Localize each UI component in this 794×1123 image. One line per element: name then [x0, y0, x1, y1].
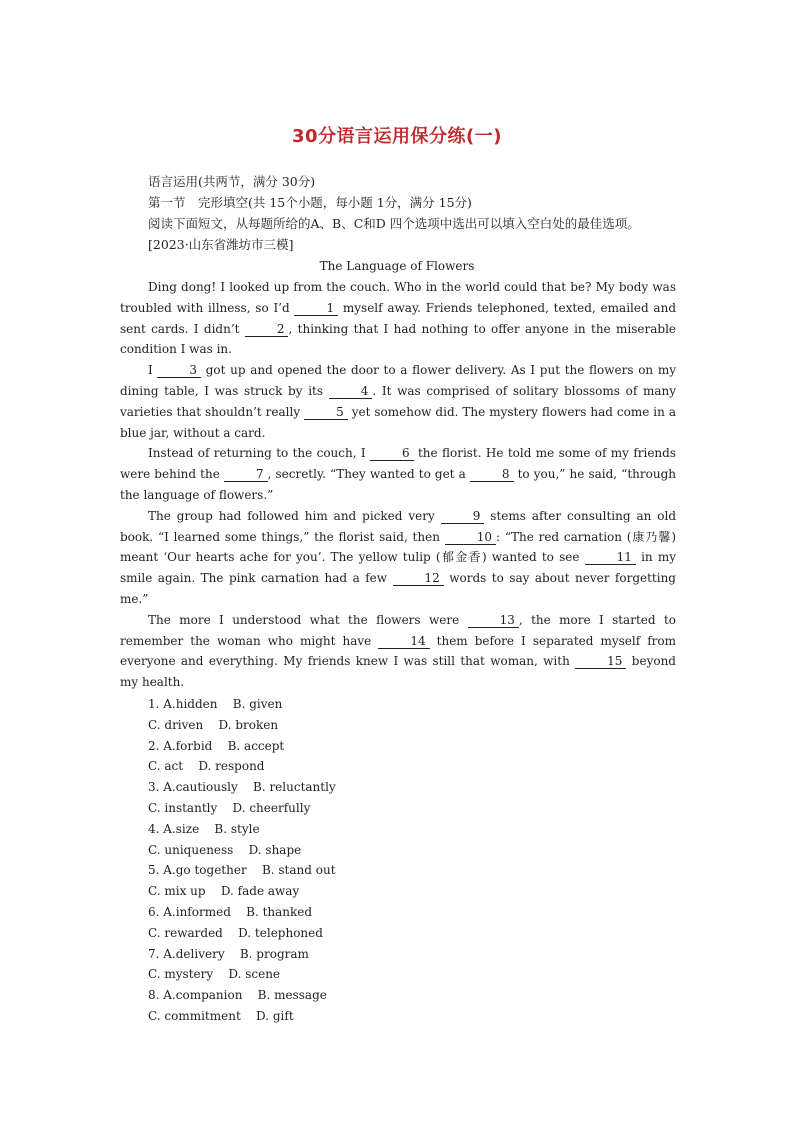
paragraph-2 — [120, 360, 676, 443]
blank-14: 14 — [378, 634, 429, 649]
option-line: C. mystery D. scene — [148, 967, 281, 982]
blank-3: 3 — [157, 363, 201, 378]
option-line: 8. A.companion B. message — [148, 988, 327, 1003]
text: in my smile again. The pink carnation had a few — [120, 550, 676, 586]
text: beyond my health. — [120, 654, 676, 690]
text: got up and opened the door to a flower delivery. As I put the flowers on my dining table, I was struck by its — [120, 363, 676, 398]
text: words to say about never forgetting me.” — [120, 571, 676, 606]
text: myself away. Friends telephoned, texted, emailed and sent cards. I didn’t — [120, 300, 676, 336]
section-heading: 语言运用(共两节，满分 30分) — [148, 174, 316, 189]
blank-8: 8 — [470, 467, 514, 482]
blank-10: 10 — [445, 530, 496, 545]
text: yet somehow did. The mystery flowers had come in a blue jar, without a card. — [120, 404, 676, 440]
option-line: C. driven D. broken — [148, 717, 279, 732]
option-line: C. rewarded D. telephoned — [148, 925, 323, 940]
subsection-heading: 第一节 完形填空(共 15个小题，每小题 1分，满分 15分) — [148, 195, 472, 210]
option-line: 1. A.hidden B. given — [148, 697, 283, 711]
page-title: 30分语言运用保分练(一) — [291, 126, 502, 147]
text: The more I understood what the flowers were — [148, 612, 468, 627]
blank-15: 15 — [575, 654, 626, 669]
paragraph-3 — [120, 443, 676, 505]
option-line: C. mix up D. fade away — [148, 884, 300, 899]
text: to you,” he said, “through the language of flowers.” — [120, 467, 677, 502]
option-line: 6. A.informed B. thanked — [148, 904, 313, 919]
option-line: C. uniqueness D. shape — [148, 842, 302, 857]
text: Ding dong! I looked up from the couch. Who in the world could that be? My body was troubled with illness, so I’d — [120, 280, 676, 315]
option-line: 4. A.size B. style — [148, 821, 260, 836]
text: , the more I started to remember the woman who might have — [120, 612, 676, 648]
text: : “The red carnation (康乃馨) meant ‘Our hearts ache for you’. The yellow tulip (郁金香) wanted to see — [120, 529, 677, 565]
text: the florist. He told me some of my friends were behind the — [120, 446, 676, 482]
text: , secretly. “They wanted to get a — [267, 467, 470, 482]
text: . It was comprised of solitary blossoms of many varieties that shouldn’t really — [120, 383, 676, 419]
passage-title: The Language of Flowers — [319, 259, 475, 273]
text: The group had followed him and picked very — [148, 508, 441, 523]
source-label: [2023·山东省潍坊市三模] — [148, 237, 294, 252]
option-line: C. act D. respond — [148, 759, 265, 774]
text: I — [148, 363, 158, 378]
blank-4: 4 — [329, 384, 373, 399]
text: them before I separated myself from everyone and everything. My friends knew I was still that woman, with — [120, 633, 677, 669]
option-line: C. commitment D. gift — [148, 1008, 294, 1023]
instructions: 阅读下面短文，从每题所给的A、B、C和D 四个选项中选出可以填入空白处的最佳选项。 — [148, 216, 640, 231]
option-line: 3. A.cautiously B. reluctantly — [148, 780, 336, 795]
blank-2: 2 — [245, 322, 289, 337]
option-line: 7. A.delivery B. program — [148, 946, 309, 961]
text: Instead of returning to the couch, I — [148, 446, 370, 461]
option-line: C. instantly D. cheerfully — [148, 800, 311, 815]
blank-12: 12 — [393, 571, 444, 586]
blank-11: 11 — [585, 550, 636, 565]
blank-6: 6 — [370, 446, 414, 461]
blank-1: 1 — [294, 301, 338, 316]
text: , thinking that I had nothing to offer anyone in the miserable condition I was in. — [120, 321, 677, 357]
options-list — [148, 694, 336, 1027]
blank-7: 7 — [224, 467, 268, 482]
text: stems after consulting an old book. “I learned some things,” the florist said, then — [120, 508, 677, 544]
blank-13: 13 — [468, 613, 519, 628]
blank-5: 5 — [304, 405, 348, 420]
passage-body — [120, 277, 676, 693]
paragraph-1 — [120, 277, 676, 360]
option-line: 5. A.go together B. stand out — [148, 863, 336, 878]
paragraph-4 — [120, 506, 676, 610]
paragraph-5 — [120, 610, 676, 693]
option-line: 2. A.forbid B. accept — [148, 738, 285, 753]
blank-9: 9 — [441, 509, 485, 524]
